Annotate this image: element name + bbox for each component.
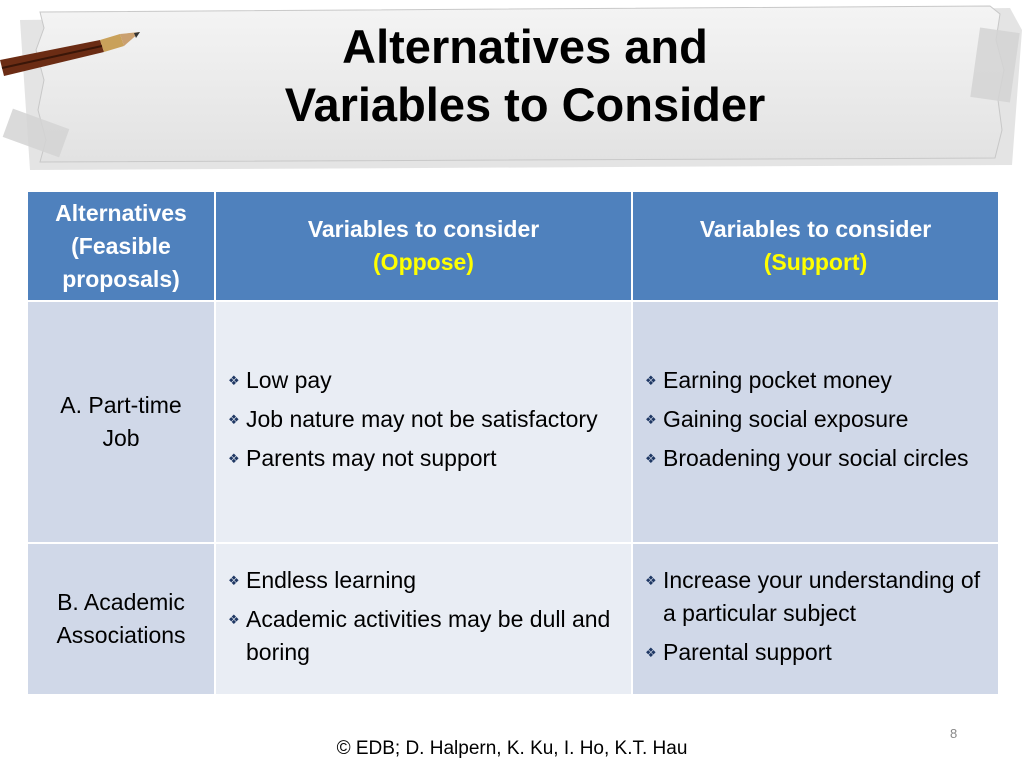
list-item: [645, 636, 988, 669]
diamond-bullet-icon: ❖: [645, 572, 657, 588]
diamond-bullet-icon: ❖: [228, 611, 240, 627]
list-item: [645, 364, 988, 397]
table-header-row: [27, 191, 999, 301]
list-item: [645, 564, 988, 630]
header-text: Alternatives: [55, 199, 187, 226]
list-item-text: Job nature may not be satisfactory: [246, 405, 598, 432]
diamond-bullet-icon: ❖: [645, 372, 657, 388]
diamond-bullet-icon: ❖: [645, 450, 657, 466]
table-row: [27, 301, 999, 543]
list-item: [228, 603, 621, 669]
header-accent-text: (Oppose): [373, 249, 474, 275]
list-item: [228, 564, 621, 597]
alternative-label: A. Part-time: [60, 392, 182, 418]
list-item-text: Endless learning: [246, 566, 417, 593]
alternative-label: Job: [102, 425, 140, 451]
diamond-bullet-icon: ❖: [228, 572, 240, 588]
title-line-1: Alternatives and: [342, 20, 708, 73]
page-number: 8: [950, 726, 958, 741]
diamond-bullet-icon: ❖: [228, 372, 240, 388]
header-oppose: [215, 191, 632, 301]
list-item-text: Gaining social exposure: [663, 405, 909, 432]
copyright-footer: © EDB; D. Halpern, K. Ku, I. Ho, K.T. Hau: [336, 738, 688, 759]
header-text: (Feasible: [71, 232, 171, 259]
support-cell: [632, 301, 999, 543]
alternatives-table: [26, 190, 1000, 696]
header-text: Variables to consider: [699, 216, 932, 242]
list-item-text: Parental support: [663, 638, 832, 665]
diamond-bullet-icon: ❖: [645, 411, 657, 427]
alternative-label: Associations: [56, 622, 186, 648]
list-item-text: Increase your understanding of a particular subject: [663, 566, 981, 626]
list-item-text: Parents may not support: [246, 444, 497, 471]
list-item: [228, 403, 621, 436]
list-item-text: Broadening your social circles: [663, 444, 969, 471]
alternative-label: B. Academic: [57, 589, 185, 615]
alternative-cell: [27, 543, 215, 695]
header-text: proposals): [62, 265, 180, 292]
header-accent-text: (Support): [763, 249, 868, 275]
oppose-cell: [215, 301, 632, 543]
list-item-text: Low pay: [246, 366, 332, 393]
diamond-bullet-icon: ❖: [228, 411, 240, 427]
title-line-2: Variables to Consider: [284, 78, 766, 131]
header-text: Variables to consider: [307, 216, 540, 242]
oppose-cell: [215, 543, 632, 695]
header-support: [632, 191, 999, 301]
list-item: [645, 403, 988, 436]
list-item: [228, 442, 621, 475]
diamond-bullet-icon: ❖: [228, 450, 240, 466]
list-item-text: Earning pocket money: [663, 366, 892, 393]
diamond-bullet-icon: ❖: [645, 644, 657, 660]
table-row: [27, 543, 999, 695]
list-item: [228, 364, 621, 397]
list-item: [645, 442, 988, 475]
slide-title: [150, 18, 900, 134]
list-item-text: Academic activities may be dull and boring: [246, 605, 611, 665]
alternative-cell: [27, 301, 215, 543]
support-cell: [632, 543, 999, 695]
header-alternatives: [27, 191, 215, 301]
